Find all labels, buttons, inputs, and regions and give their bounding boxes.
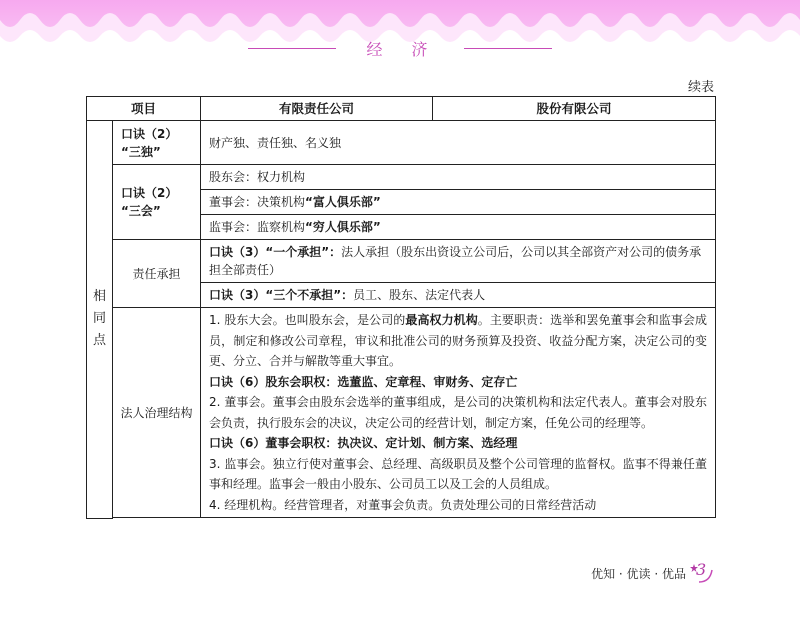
cell-liability-three — [201, 283, 716, 308]
governance-paragraph-2: 2. 董事会。董事会由股东会选举的董事组成，是公司的决策机构和法定代表人。董事会对股东会负责，执行股东会的决议，决定公司的经营计划，制定方案，任免公司的经理等。 — [209, 395, 708, 430]
liability-text: 法人承担（股东出资设立公司后，公司以其全部资产对公司的债务承担全部责任） — [209, 245, 702, 277]
governance-mnemonic-2: 口诀（6）董事会职权：执决议、定计划、制方案、选经理 — [209, 436, 518, 450]
header-line-right — [464, 48, 552, 49]
page-footer — [591, 562, 714, 584]
row-label-sandu — [113, 121, 201, 165]
page-number-badge — [690, 562, 714, 584]
organ-name: 股东会： — [209, 170, 258, 184]
liability-text: 员工、股东、法定代表人 — [353, 288, 486, 302]
governance-paragraph-1 — [209, 310, 707, 372]
spacer — [113, 518, 716, 519]
table-row — [87, 121, 716, 165]
cell-liability-one — [201, 240, 716, 283]
column-header-llc: 有限责任公司 — [201, 97, 433, 121]
para-text: 。主要职责：选举和罢免董事会和监事会成员，制定和修改公司章程，审议和批准公司的财务预算及投资、收益分配方案，决定公司的变更、分立、合并与解散等重大事宜。 — [209, 313, 708, 368]
cell-governance — [201, 308, 716, 518]
side-char: 同 — [92, 311, 106, 327]
cell-shareholders-meeting — [201, 165, 716, 190]
section-header — [0, 37, 800, 59]
cell-board-of-directors — [201, 190, 716, 215]
footer-slogan: 优知 · 优读 · 优品 — [591, 566, 686, 581]
organ-role: 决策机构 — [257, 195, 306, 209]
side-label-similarities — [87, 121, 113, 519]
organ-name: 董事会： — [209, 195, 258, 209]
governance-paragraph-3: 3. 监事会。独立行使对董事会、总经理、高级职员及整个公司管理的监督权。监事不得兼任董事和经理。监事会一般由小股东、公司员工以及工会的人员组成。 — [209, 456, 708, 491]
row-label-liability: 责任承担 — [113, 240, 201, 308]
organ-nickname: “富人俱乐部” — [305, 195, 381, 209]
para-text: 1. 股东大会。也叫股东会，是公司的 — [209, 313, 406, 327]
organ-role: 权力机构 — [257, 170, 306, 184]
mnemonic-label: 口诀（3）“三个不承担”： — [209, 288, 354, 302]
cell-board-of-supervisors — [201, 215, 716, 240]
mnemonic-label: 口诀（2） — [121, 186, 178, 200]
table-row — [87, 165, 716, 190]
mnemonic-name: “三会” — [121, 204, 161, 218]
section-title: 经 济 — [366, 39, 440, 59]
cell-sandu: 财产独、责任独、名义独 — [201, 121, 716, 165]
table-row — [87, 240, 716, 283]
comparison-table — [86, 96, 716, 519]
side-char: 相 — [92, 289, 106, 305]
row-label-sanhui — [113, 165, 201, 240]
page-number: 3 — [696, 560, 707, 579]
organ-role: 监察机构 — [257, 220, 306, 234]
mnemonic-name: “三独” — [121, 144, 161, 159]
governance-paragraph-4: 4. 经理机构。经营管理者，对董事会负责。负责处理公司的日常经营活动 — [209, 497, 597, 512]
side-char: 点 — [92, 333, 106, 349]
row-label-governance: 法人治理结构 — [113, 308, 201, 518]
mnemonic-label: 口诀（3）“一个承担”： — [209, 245, 342, 259]
column-header-joint-stock: 股份有限公司 — [433, 97, 716, 121]
table-row — [87, 308, 716, 518]
organ-nickname: “穷人俱乐部” — [305, 220, 381, 234]
governance-mnemonic-1: 口诀（6）股东会职权：选董监、定章程、审财务、定存亡 — [209, 374, 518, 389]
continued-label: 续表 — [687, 80, 714, 95]
para-key: 最高权力机构 — [405, 313, 478, 327]
organ-name: 监事会： — [209, 220, 258, 234]
table-row-spacer — [87, 518, 716, 519]
header-line-left — [248, 48, 336, 49]
table-header-row — [87, 97, 716, 121]
column-header-item: 项目 — [87, 97, 201, 121]
mnemonic-label: 口诀（2） — [121, 126, 178, 141]
